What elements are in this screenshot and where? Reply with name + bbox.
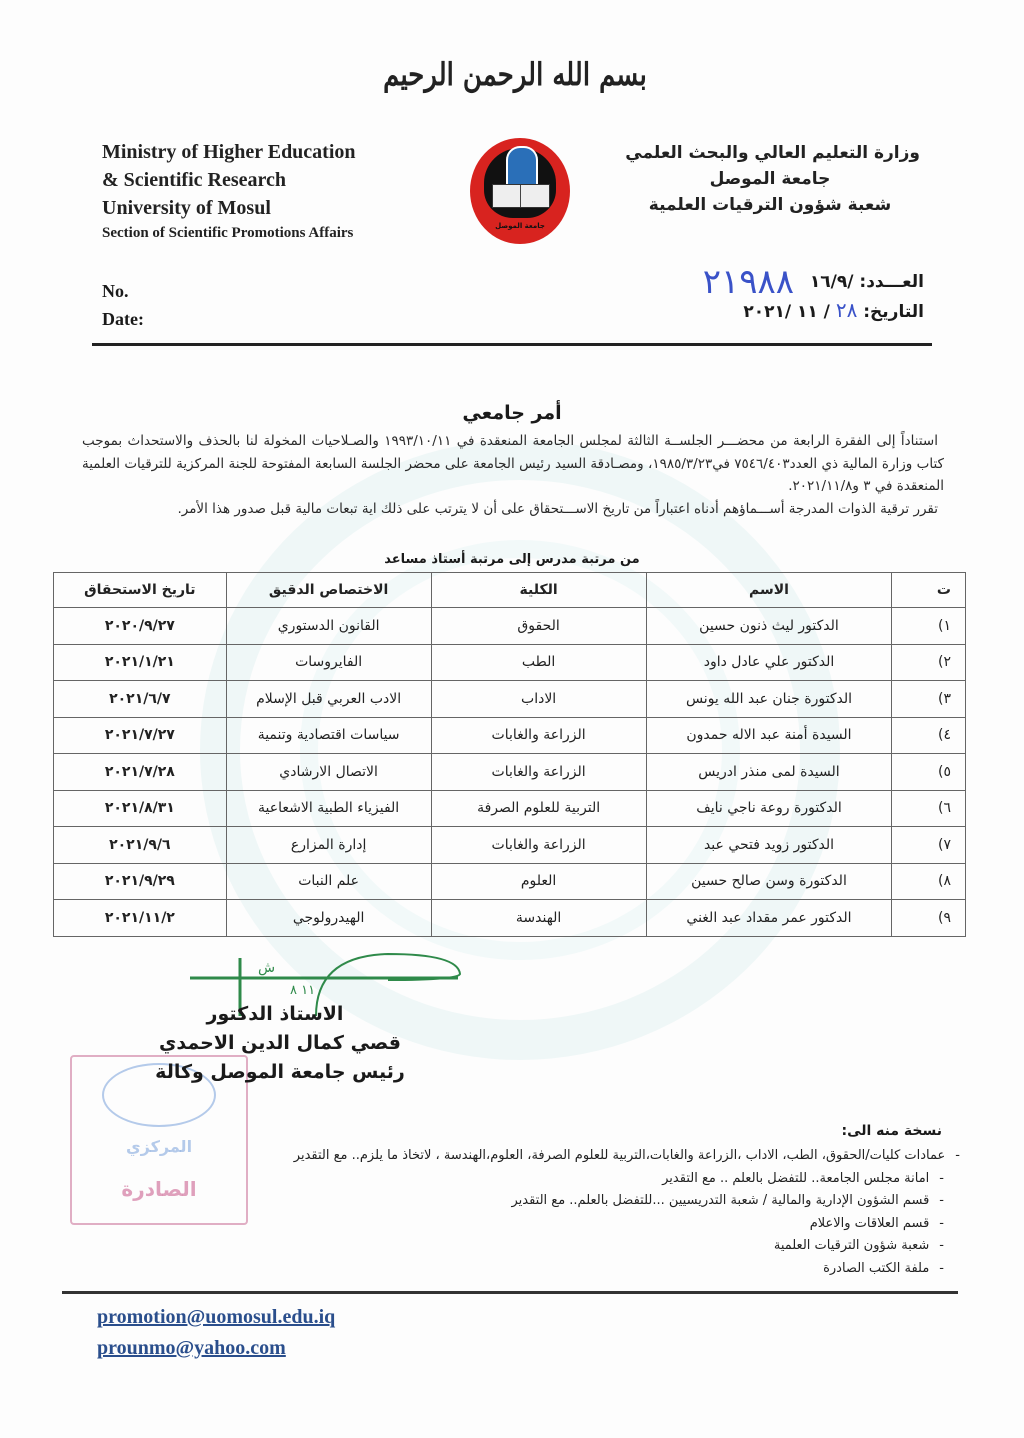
table-row (54, 608, 966, 645)
order-title: أمر جامعي (462, 402, 562, 424)
cell-specialization: الاتصال الارشادي (226, 754, 431, 791)
cell-specialization: القانون الدستوري (226, 608, 431, 645)
cell-college: الهندسة (431, 900, 646, 937)
order-paragraph-2: تقرر ترقية الذوات المدرجة أســـماؤهم أدناه اعتباراً من تاريخ الاســـتحقاق على أن لا يترتب على ذلك اية تبعات مالية قبل صدور هذا الأمر. (177, 500, 938, 517)
stamp-text-2: الصادرة (121, 1177, 197, 1201)
cell-index: ٦) (892, 790, 966, 827)
cell-index: ٤) (892, 717, 966, 754)
cell-specialization: الفيزياء الطبية الاشعاعية (226, 790, 431, 827)
copies-title: نسخة منه الى: (841, 1123, 942, 1139)
cell-eligibility-date: ٢٠٢٠/٩/٢٧ (54, 608, 227, 645)
section-name-ar: شعبة شؤون الترقيات العلمية (648, 195, 892, 215)
ref-handwritten-number: ٢١٩٨٨ (702, 262, 794, 302)
table-row (54, 717, 966, 754)
table-row (54, 863, 966, 900)
logo-ring-text: جامعة الموصل (495, 222, 545, 230)
university-logo (470, 138, 570, 244)
cell-eligibility-date: ٢٠٢١/١١/٢ (54, 900, 227, 937)
cell-name: الدكتور ليث ذنون حسين (646, 608, 892, 645)
cell-name: الدكتور علي عادل داود (646, 644, 892, 681)
date-day-handwritten: ٢٨ (835, 298, 858, 322)
logo-tower-icon (506, 146, 538, 184)
cell-specialization: الفايروسات (226, 644, 431, 681)
cell-name: السيدة أمنة عبد الاله حمدون (646, 717, 892, 754)
cell-eligibility-date: ٢٠٢١/٧/٢٧ (54, 717, 227, 754)
date-label: Date: (102, 309, 144, 329)
ministry-name-en-2: & Scientific Research (102, 169, 287, 191)
ref-label-ar: العـــدد: (859, 272, 924, 292)
cell-index: ٧) (892, 827, 966, 864)
cell-eligibility-date: ٢٠٢١/٧/٢٨ (54, 754, 227, 791)
english-letterhead (102, 138, 356, 244)
cell-college: الزراعة والغابات (431, 827, 646, 864)
table-row (54, 754, 966, 791)
basmala: بسم الله الرحمن الرحيم (383, 57, 647, 94)
header-divider (92, 343, 932, 346)
order-paragraph-1: استناداً إلى الفقرة الرابعة من محضـــر الجلســة الثالثة لمجلس الجامعة المنعقدة في ١٩٩٣/١٠/١١ والصـلاحيات المخولة لنا بالحذف والاستحداث بموجب كتاب وزارة المالية ذي العدد٧٥٤٦/٤٠٣ في١٩٨٥/٣/٢٣، ومصـادقة السيد رئيس الجامعة على محضر الجلسة السابعة المفتوحة للجنة المركزية للترقيات العلمية المنعقدة في ٣ و٢٠٢١/١١/٨. (82, 433, 944, 494)
signatory-title: الاستاذ الدكتور (206, 1003, 344, 1025)
cell-college: الطب (431, 644, 646, 681)
list-item: -قسم العلاقات والاعلام (809, 1215, 944, 1231)
table-row (54, 790, 966, 827)
cell-eligibility-date: ٢٠٢١/٦/٧ (54, 681, 227, 718)
list-item: -قسم الشؤون الإدارية والمالية / شعبة التدريسيين ...للتفضل بالعلم.. مع التقدير (511, 1193, 944, 1208)
cell-specialization: الهيدرولوجي (226, 900, 431, 937)
promotions-table (53, 572, 966, 937)
logo-book-icon (492, 184, 550, 208)
arabic-letterhead (620, 140, 920, 218)
contact-emails (97, 1302, 335, 1364)
stamp-text-1: المركزي (125, 1137, 193, 1156)
table-row (54, 644, 966, 681)
cell-college: الزراعة والغابات (431, 717, 646, 754)
cell-name: الدكتورة وسن صالح حسين (646, 863, 892, 900)
cell-college: الحقوق (431, 608, 646, 645)
cell-eligibility-date: ٢٠٢١/٩/٢٩ (54, 863, 227, 900)
cell-specialization: الادب العربي قبل الإسلام (226, 681, 431, 718)
header-college: الكلية (431, 573, 646, 608)
university-name-ar: جامعة الموصل (709, 169, 831, 189)
cell-index: ٩) (892, 900, 966, 937)
table-row (54, 900, 966, 937)
signature-handwritten-date: ١١ ٨ (290, 983, 316, 998)
cell-specialization: علم النبات (226, 863, 431, 900)
table-caption: من مرتبة مدرس إلى مرتبة أستاذ مساعد (384, 552, 640, 567)
header-specialization: الاختصاص الدقيق (226, 573, 431, 608)
cell-college: التربية للعلوم الصرفة (431, 790, 646, 827)
signatory-name: قصي كمال الدين الاحمدي (159, 1032, 401, 1054)
reference-number-line (702, 262, 924, 302)
email-link-secondary[interactable]: prounmo@yahoo.com (97, 1337, 286, 1359)
header-index: ت (892, 573, 966, 608)
table-row (54, 681, 966, 718)
cell-name: السيدة لمى منذر ادريس (646, 754, 892, 791)
list-item: -امانة مجلس الجامعة.. للتفضل بالعلم .. مع التقدير (662, 1170, 944, 1186)
cell-index: ٢) (892, 644, 966, 681)
cell-name: الدكتورة جنان عبد الله يونس (646, 681, 892, 718)
signatory-position: رئيس جامعة الموصل وكالة (155, 1061, 405, 1083)
footer-divider (62, 1291, 958, 1294)
svg-text:ش: ش (258, 960, 276, 976)
ministry-name-en: Ministry of Higher Education (102, 141, 356, 163)
cell-name: الدكتورة روعة ناجي نايف (646, 790, 892, 827)
cell-index: ٥) (892, 754, 966, 791)
cell-index: ٨) (892, 863, 966, 900)
cell-college: العلوم (431, 863, 646, 900)
list-item: -عمادات كليات/الحقوق، الطب، الاداب ،الزراعة والغابات،التربية للعلوم الصرفة، العلوم،الهندسة ، لاتخاذ ما يلزم.. مع التقدير (293, 1148, 960, 1163)
reference-ar (702, 262, 924, 326)
cell-specialization: إدارة المزارع (226, 827, 431, 864)
cell-eligibility-date: ٢٠٢١/٩/٦ (54, 827, 227, 864)
order-body (82, 430, 944, 520)
header-eligibility-date: تاريخ الاستحقاق (54, 573, 227, 608)
cell-name: الدكتور زويد فتحي عبد (646, 827, 892, 864)
cell-specialization: سياسات اقتصادية وتنمية (226, 717, 431, 754)
no-label: No. (102, 281, 129, 301)
date-rest: / ١١ /٢٠٢١ (743, 302, 830, 322)
header-name: الاسم (646, 573, 892, 608)
list-item: -ملفة الكتب الصادرة (823, 1260, 944, 1276)
table-header-row (54, 573, 966, 608)
list-item: -شعبة شؤون الترقيات العلمية (773, 1238, 944, 1253)
cell-index: ١) (892, 608, 966, 645)
cell-index: ٣) (892, 681, 966, 718)
cell-college: الاداب (431, 681, 646, 718)
ref-prefix: /١٦/٩ (809, 272, 854, 292)
cell-eligibility-date: ٢٠٢١/١/٢١ (54, 644, 227, 681)
table-row (54, 827, 966, 864)
copies-list (60, 1145, 960, 1280)
section-name-en: Section of Scientific Promotions Affairs (102, 225, 354, 241)
cell-college: الزراعة والغابات (431, 754, 646, 791)
signatory-block (150, 1000, 410, 1087)
email-link-primary[interactable]: promotion@uomosul.edu.iq (97, 1306, 336, 1328)
cell-name: الدكتور عمر مقداد عبد الغني (646, 900, 892, 937)
reference-labels-en (102, 277, 144, 333)
cell-eligibility-date: ٢٠٢١/٨/٣١ (54, 790, 227, 827)
ministry-name-ar: وزارة التعليم العالي والبحث العلمي (625, 143, 920, 163)
university-name-en: University of Mosul (102, 197, 271, 219)
date-label-ar: التاريخ: (863, 302, 924, 322)
